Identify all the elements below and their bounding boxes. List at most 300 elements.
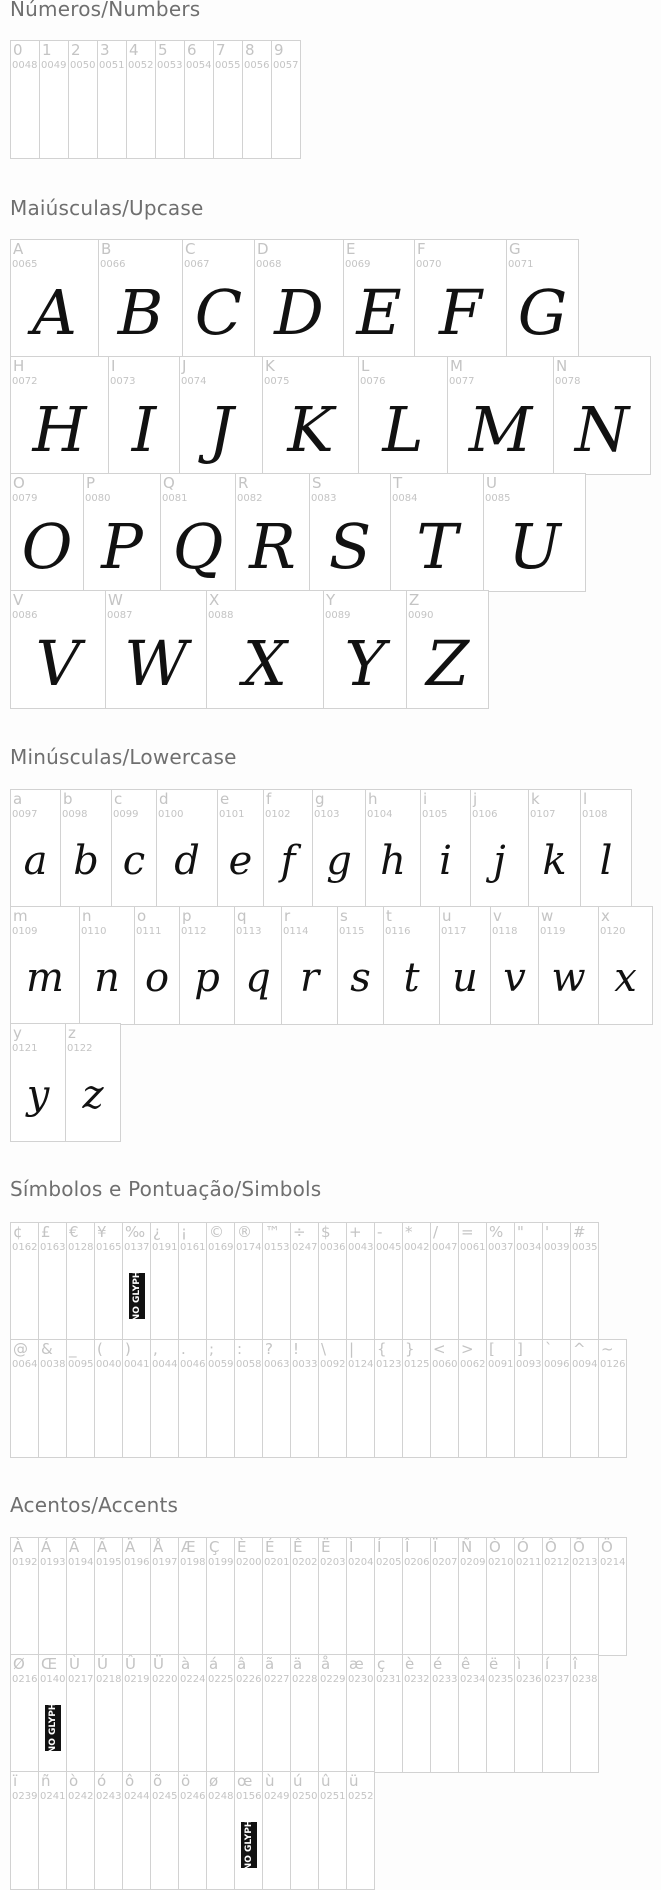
glyph-cell [490, 906, 539, 1025]
glyph-cell [337, 906, 384, 1025]
glyph-code-label: 0078 [555, 376, 581, 387]
glyph-character-label: t [386, 907, 392, 925]
glyph-character-label: L [361, 357, 370, 375]
glyph-character-label: É [265, 1538, 275, 1556]
glyph-cell [318, 1537, 347, 1656]
glyph-cell [318, 1771, 347, 1890]
glyph-cell [111, 789, 157, 908]
glyph-code-label: 0048 [12, 60, 38, 71]
glyph-sample: M [468, 393, 533, 466]
acentos-grid-row [10, 1771, 374, 1890]
glyph-sample: m [26, 955, 64, 1001]
glyph-code-label: 0056 [244, 60, 270, 71]
glyph-code-label: 0059 [208, 1359, 234, 1370]
glyph-code-label: 0235 [488, 1674, 514, 1685]
glyph-code-label: 0212 [544, 1557, 570, 1568]
glyph-sample: A [32, 276, 77, 349]
glyph-cell [97, 40, 127, 159]
glyph-code-label: 0207 [432, 1557, 458, 1568]
glyph-character-label: ¿ [153, 1223, 161, 1241]
glyph-cell [402, 1339, 431, 1458]
glyph-character-label: ® [237, 1223, 252, 1241]
glyph-character-label: Í [377, 1538, 382, 1556]
glyph-code-label: 0110 [81, 926, 107, 937]
glyph-cell [150, 1222, 179, 1341]
glyph-code-label: 0230 [348, 1674, 374, 1685]
glyph-code-label: 0039 [544, 1242, 570, 1253]
glyph-code-label: 0111 [136, 926, 162, 937]
glyph-code-label: 0161 [180, 1242, 206, 1253]
glyph-character-label: ÷ [293, 1223, 306, 1241]
glyph-character-label: ú [293, 1772, 303, 1790]
glyph-cell [598, 1537, 627, 1656]
glyph-sample: y [26, 1072, 50, 1118]
glyph-sample: R [249, 510, 296, 583]
glyph-character-label: ¡ [181, 1223, 188, 1241]
glyph-code-label: 0042 [404, 1242, 430, 1253]
glyph-character-label: " [517, 1223, 524, 1241]
glyph-character-label: J [182, 357, 187, 375]
glyph-cell [430, 1339, 459, 1458]
glyph-cell [38, 1339, 67, 1458]
glyph-cell [66, 1339, 95, 1458]
glyph-cell [318, 1222, 347, 1341]
glyph-character-label: é [433, 1655, 443, 1673]
glyph-character-label: 9 [274, 41, 284, 59]
glyph-character-label: À [13, 1538, 24, 1556]
glyph-cell [254, 239, 344, 358]
glyph-code-label: 0194 [68, 1557, 94, 1568]
glyph-code-label: 0165 [96, 1242, 122, 1253]
glyph-code-label: 0199 [208, 1557, 234, 1568]
glyph-sample: P [101, 510, 143, 583]
glyph-character-label: Ü [153, 1655, 164, 1673]
glyph-character-label: n [82, 907, 92, 925]
glyph-character-label: ã [265, 1655, 275, 1673]
glyph-code-label: 0086 [12, 610, 38, 621]
glyph-code-label: 0057 [273, 60, 299, 71]
glyph-cell [94, 1771, 123, 1890]
glyph-character-label: T [393, 474, 403, 492]
glyph-code-label: 0044 [152, 1359, 178, 1370]
glyph-cell [514, 1654, 543, 1773]
glyph-code-label: 0251 [320, 1791, 346, 1802]
glyph-cell [580, 789, 632, 908]
glyph-cell [66, 1537, 95, 1656]
glyph-code-label: 0198 [180, 1557, 206, 1568]
upcase-grid-row [10, 239, 578, 358]
glyph-character-label: ù [265, 1772, 275, 1790]
glyph-cell [10, 1654, 39, 1773]
glyph-character-label: è [405, 1655, 415, 1673]
glyph-cell [486, 1222, 515, 1341]
glyph-character-label: Õ [573, 1538, 585, 1556]
glyph-character-label: k [531, 790, 540, 808]
glyph-code-label: 0213 [572, 1557, 598, 1568]
glyph-code-label: 0220 [152, 1674, 178, 1685]
glyph-cell [542, 1222, 571, 1341]
glyph-cell [38, 1537, 67, 1656]
glyph-code-label: 0250 [292, 1791, 318, 1802]
glyph-character-label: p [182, 907, 192, 925]
glyph-cell [318, 1339, 347, 1458]
glyph-character-label: ' [545, 1223, 550, 1241]
glyph-character-label: M [450, 357, 463, 375]
glyph-cell [10, 1339, 39, 1458]
glyph-code-label: 0083 [311, 493, 337, 504]
glyph-cell [160, 473, 236, 592]
glyph-code-label: 0093 [516, 1359, 542, 1370]
glyph-code-label: 0037 [488, 1242, 514, 1253]
glyph-code-label: 0249 [264, 1791, 290, 1802]
glyph-cell [430, 1654, 459, 1773]
glyph-cell [598, 906, 653, 1025]
glyph-character-label: í [545, 1655, 550, 1673]
glyph-cell [178, 1771, 207, 1890]
glyph-code-label: 0045 [376, 1242, 402, 1253]
glyph-sample: X [242, 627, 288, 700]
glyph-character-label: Û [125, 1655, 136, 1673]
glyph-cell [514, 1537, 543, 1656]
glyph-code-label: 0047 [432, 1242, 458, 1253]
glyph-code-label: 0055 [215, 60, 241, 71]
glyph-character-label: ô [125, 1772, 135, 1790]
glyph-character-label: S [312, 474, 322, 492]
glyph-character-label: D [257, 240, 269, 258]
glyph-cell [178, 1339, 207, 1458]
glyph-code-label: 0088 [208, 610, 234, 621]
glyph-character-label: œ [237, 1772, 253, 1790]
glyph-cell [458, 1222, 487, 1341]
glyph-code-label: 0101 [219, 809, 245, 820]
glyph-code-label: 0211 [516, 1557, 542, 1568]
glyph-sample: t [403, 955, 420, 1001]
glyph-code-label: 0231 [376, 1674, 402, 1685]
glyph-cell [235, 473, 310, 592]
glyph-sample: C [194, 276, 243, 349]
glyph-cell [290, 1222, 319, 1341]
glyph-code-label: 0225 [208, 1674, 234, 1685]
glyph-cell [178, 1222, 207, 1341]
glyph-character-label: Ï [433, 1538, 438, 1556]
glyph-character-label: ó [97, 1772, 107, 1790]
glyph-character-label: w [541, 907, 554, 925]
glyph-character-label: Y [326, 591, 336, 609]
glyph-character-label: [ [489, 1340, 495, 1358]
glyph-cell [66, 1222, 95, 1341]
glyph-character-label: | [349, 1340, 355, 1358]
glyph-code-label: 0122 [67, 1043, 93, 1054]
glyph-code-label: 0102 [265, 809, 291, 820]
glyph-code-label: 0075 [264, 376, 290, 387]
glyph-character-label: Œ [41, 1655, 58, 1673]
glyph-code-label: 0054 [186, 60, 212, 71]
glyph-cell [486, 1654, 515, 1773]
glyph-cell [10, 1771, 39, 1890]
glyph-character-label: # [573, 1223, 586, 1241]
glyph-character-label: È [237, 1538, 247, 1556]
glyph-character-label: ~ [601, 1340, 614, 1358]
glyph-code-label: 0174 [236, 1242, 262, 1253]
glyph-character-label: m [13, 907, 28, 925]
glyph-cell [234, 1222, 263, 1341]
glyph-character-label: U [486, 474, 497, 492]
glyph-sample: Q [172, 510, 224, 583]
glyph-character-label: ê [461, 1655, 471, 1673]
glyph-cell [374, 1339, 403, 1458]
glyph-sample: j [493, 838, 506, 884]
glyph-cell [346, 1771, 375, 1890]
glyph-cell [10, 40, 40, 159]
glyph-cell [262, 1654, 291, 1773]
glyph-cell [458, 1339, 487, 1458]
glyph-character-label: = [461, 1223, 474, 1241]
glyph-cell [383, 906, 440, 1025]
glyph-code-label: 0219 [124, 1674, 150, 1685]
glyph-cell [290, 1771, 319, 1890]
glyph-character-label: - [377, 1223, 383, 1241]
glyph-cell [234, 1654, 263, 1773]
glyph-code-label: 0064 [12, 1359, 38, 1370]
glyph-character-label: } [405, 1340, 415, 1358]
glyph-code-label: 0062 [460, 1359, 486, 1370]
glyph-character-label: a [13, 790, 23, 808]
glyph-sample: b [73, 838, 99, 884]
glyph-cell [420, 789, 471, 908]
glyph-sample: K [287, 393, 334, 466]
glyph-character-label: ] [517, 1340, 523, 1358]
upcase-grid-row [10, 473, 585, 592]
glyph-sample: w [551, 955, 586, 1001]
glyph-character-label: < [433, 1340, 446, 1358]
glyph-cell [10, 239, 99, 358]
glyph-code-label: 0252 [348, 1791, 374, 1802]
glyph-cell [414, 239, 507, 358]
glyph-cell [98, 239, 183, 358]
glyph-cell [182, 239, 255, 358]
glyph-sample: E [356, 276, 402, 349]
glyph-code-label: 0067 [184, 259, 210, 270]
glyph-code-label: 0063 [264, 1359, 290, 1370]
glyph-character-label: $ [321, 1223, 331, 1241]
glyph-code-label: 0163 [40, 1242, 66, 1253]
glyph-sample: z [82, 1072, 104, 1118]
glyph-cell [122, 1537, 151, 1656]
glyph-cell [94, 1537, 123, 1656]
glyph-character-label: ç [377, 1655, 386, 1673]
section-title-acentos: Acentos/Accents [10, 1493, 179, 1517]
section-title-upcase: Maiúsculas/Upcase [10, 196, 204, 220]
glyph-cell [290, 1339, 319, 1458]
glyph-sample: h [380, 838, 406, 884]
glyph-cell [506, 239, 579, 358]
glyph-cell [598, 1339, 627, 1458]
glyph-code-label: 0210 [488, 1557, 514, 1568]
glyph-code-label: 0239 [12, 1791, 38, 1802]
glyph-character-label: F [417, 240, 426, 258]
glyph-character-label: 6 [187, 41, 197, 59]
glyph-cell [402, 1654, 431, 1773]
glyph-cell [346, 1339, 375, 1458]
glyph-sample: r [299, 955, 320, 1001]
glyph-code-label: 0237 [544, 1674, 570, 1685]
glyph-code-label: 0120 [600, 926, 626, 937]
simbolos-grid-row [10, 1339, 626, 1458]
glyph-code-label: 0038 [40, 1359, 66, 1370]
glyph-sample: c [122, 838, 146, 884]
glyph-character-label: h [368, 790, 378, 808]
glyph-character-label: s [340, 907, 348, 925]
glyph-code-label: 0040 [96, 1359, 122, 1370]
glyph-code-label: 0197 [152, 1557, 178, 1568]
glyph-character-label: ñ [41, 1772, 51, 1790]
glyph-code-label: 0201 [264, 1557, 290, 1568]
glyph-cell [374, 1654, 403, 1773]
glyph-cell [553, 356, 651, 475]
glyph-character-label: Ú [97, 1655, 108, 1673]
glyph-character-label: © [209, 1223, 224, 1241]
glyph-cell [309, 473, 391, 592]
glyph-cell [542, 1654, 571, 1773]
glyph-code-label: 0196 [124, 1557, 150, 1568]
glyph-code-label: 0128 [68, 1242, 94, 1253]
glyph-cell [542, 1537, 571, 1656]
glyph-character-label: P [86, 474, 96, 492]
glyph-character-label: ë [489, 1655, 499, 1673]
glyph-code-label: 0206 [404, 1557, 430, 1568]
glyph-code-label: 0115 [339, 926, 365, 937]
glyph-cell [179, 356, 263, 475]
glyph-code-label: 0079 [12, 493, 38, 504]
glyph-cell [234, 1537, 263, 1656]
glyph-code-label: 0081 [162, 493, 188, 504]
glyph-code-label: 0162 [12, 1242, 38, 1253]
glyph-sample: L [382, 393, 424, 466]
glyph-character-label: v [493, 907, 502, 925]
glyph-sample: Y [344, 627, 386, 700]
glyph-code-label: 0070 [416, 259, 442, 270]
glyph-cell [213, 40, 243, 159]
glyph-cell [108, 356, 180, 475]
glyph-character-label: , [153, 1340, 158, 1358]
simbolos-grid-row [10, 1222, 598, 1341]
glyph-code-label: 0227 [264, 1674, 290, 1685]
glyph-cell [281, 906, 338, 1025]
glyph-code-label: 0105 [422, 809, 448, 820]
glyph-code-label: 0156 [236, 1791, 262, 1802]
glyph-cell [155, 40, 185, 159]
glyph-character-label: B [101, 240, 112, 258]
glyph-code-label: 0228 [292, 1674, 318, 1685]
glyph-code-label: 0060 [432, 1359, 458, 1370]
glyph-character-label: H [13, 357, 25, 375]
glyph-character-label: Î [405, 1538, 410, 1556]
glyph-cell [150, 1771, 179, 1890]
glyph-character-label: 1 [42, 41, 52, 59]
glyph-code-label: 0097 [12, 809, 38, 820]
glyph-character-label: ! [293, 1340, 300, 1358]
glyph-character-label: 7 [216, 41, 226, 59]
glyph-character-label: ö [181, 1772, 191, 1790]
glyph-cell [184, 40, 214, 159]
glyph-sample: q [245, 955, 271, 1001]
glyph-cell [178, 1537, 207, 1656]
glyph-character-label: u [442, 907, 452, 925]
glyph-code-label: 0087 [107, 610, 133, 621]
glyph-code-label: 0214 [600, 1557, 626, 1568]
glyph-cell [38, 1771, 67, 1890]
glyph-code-label: 0236 [516, 1674, 542, 1685]
glyph-character-label: ü [349, 1772, 359, 1790]
glyph-code-label: 0119 [540, 926, 566, 937]
glyph-cell [234, 906, 282, 1025]
glyph-code-label: 0092 [320, 1359, 346, 1370]
glyph-character-label: f [266, 790, 272, 808]
glyph-code-label: 0034 [516, 1242, 542, 1253]
lowercase-grid-row [10, 1023, 120, 1142]
glyph-code-label: 0098 [62, 809, 88, 820]
glyph-character-label: o [137, 907, 147, 925]
glyph-character-label: % [489, 1223, 504, 1241]
glyph-code-label: 0085 [485, 493, 511, 504]
glyph-cell [402, 1537, 431, 1656]
glyph-code-label: 0058 [236, 1359, 262, 1370]
glyph-sample: i [439, 838, 452, 884]
glyph-cell [486, 1537, 515, 1656]
numeros-grid-row [10, 40, 300, 159]
glyph-code-label: 0069 [345, 259, 371, 270]
glyph-cell [217, 789, 264, 908]
glyph-code-label: 0103 [314, 809, 340, 820]
glyph-character-label: O [13, 474, 25, 492]
no-glyph-badge: NO GLYPH [129, 1273, 145, 1319]
glyph-cell [10, 789, 61, 908]
glyph-character-label: y [13, 1024, 22, 1042]
glyph-cell [346, 1537, 375, 1656]
glyph-code-label: 0248 [208, 1791, 234, 1802]
glyph-code-label: 0091 [488, 1359, 514, 1370]
glyph-character-label: ` [545, 1340, 553, 1358]
glyph-character-label: Ù [69, 1655, 80, 1673]
glyph-sample: v [503, 955, 526, 1001]
glyph-code-label: 0114 [283, 926, 309, 937]
glyph-character-label: Ñ [461, 1538, 473, 1556]
glyph-cell [430, 1537, 459, 1656]
glyph-code-label: 0080 [85, 493, 111, 504]
glyph-code-label: 0104 [367, 809, 393, 820]
glyph-sample: x [614, 955, 637, 1001]
glyph-cell [343, 239, 415, 358]
glyph-character-label: å [321, 1655, 331, 1673]
glyph-code-label: 0204 [348, 1557, 374, 1568]
glyph-sample: Z [425, 627, 470, 700]
glyph-cell [206, 1537, 235, 1656]
glyph-cell [150, 1339, 179, 1458]
glyph-sample: n [94, 955, 120, 1001]
glyph-sample: p [194, 955, 220, 1001]
glyph-code-label: 0033 [292, 1359, 318, 1370]
glyph-code-label: 0137 [124, 1242, 150, 1253]
glyph-cell [570, 1222, 599, 1341]
glyph-character-label: / [433, 1223, 439, 1241]
glyph-character-label: æ [349, 1655, 364, 1673]
glyph-character-label: Q [163, 474, 175, 492]
glyph-code-label: 0226 [236, 1674, 262, 1685]
glyph-cell [346, 1654, 375, 1773]
glyph-cell [94, 1654, 123, 1773]
glyph-cell [234, 1771, 263, 1890]
glyph-sample: U [508, 510, 561, 583]
